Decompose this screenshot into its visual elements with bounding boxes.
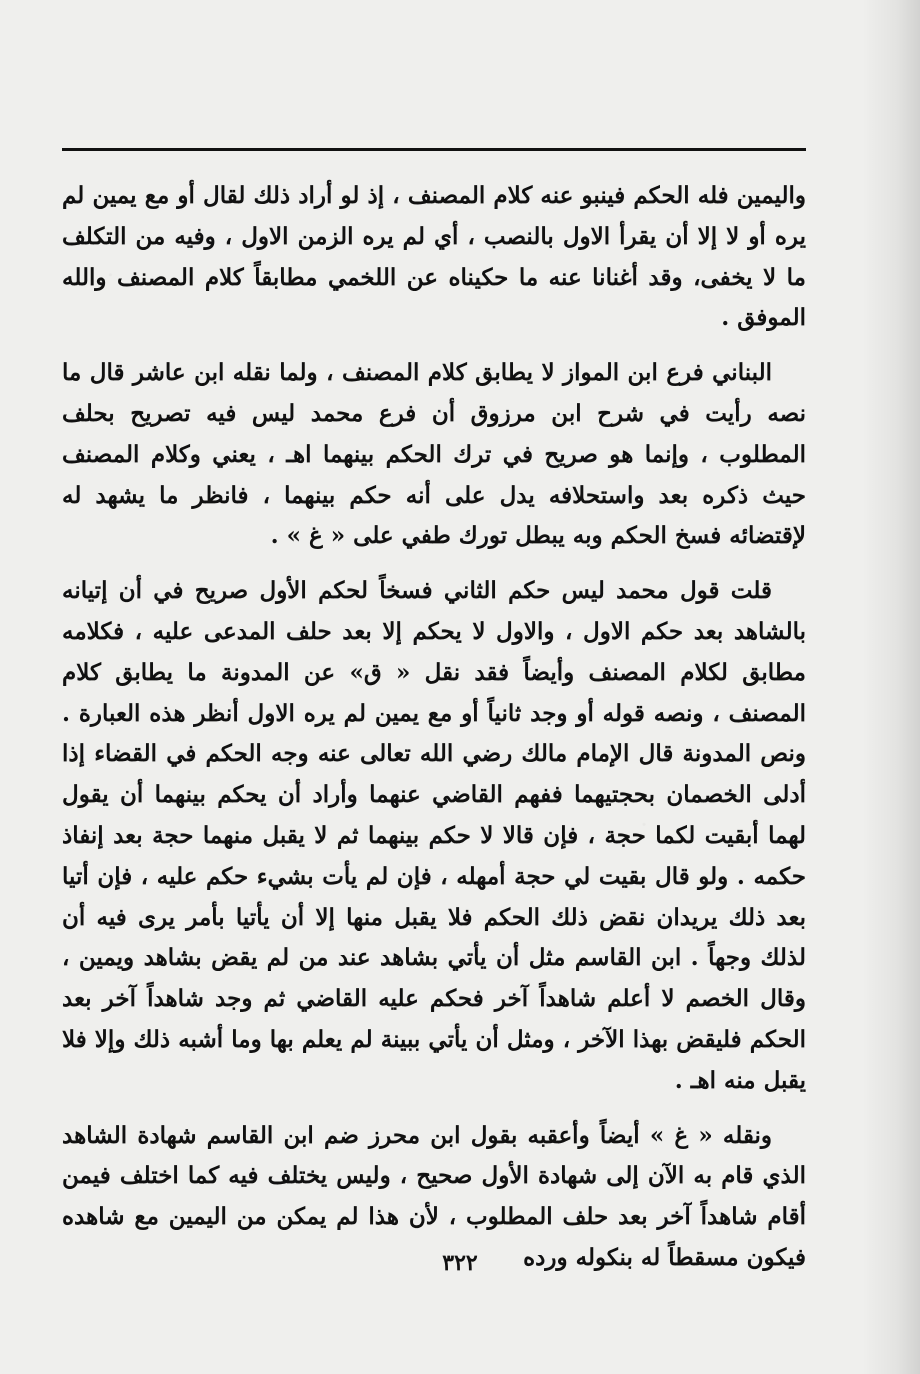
paragraph-4: ونقله « غ » أيضاً وأعقبه بقول ابن محرز ضم ابن القاسم شهادة الشاهد الذي قام به الآن إلى شهادة الأول صحيح ، وليس يختلف فيه كما اختلف فيمن أقام شاهداً آخر بعد حلف المطلوب ، لأن هذا لم يمكن من اليمين مع شاهده فيكون مسقطاً له بنكوله ورده bbox=[62, 1121, 806, 1271]
paragraph-gap bbox=[62, 339, 806, 353]
paragraph-3: قلت قول محمد ليس حكم الثاني فسخاً لحكم الأول صريح في أن إتيانه بالشاهد بعد حكم الاول ، والاول لا يحكم إلا بعد حلف المدعى عليه ، فكلامه مطابق لكلام المصنف وأيضاً فقد نقل « ق» عن المدونة ما يطابق كلام المصنف ، ونصه قوله أو وجد ثانياً أو مع يمين لم يره الاول أنظر هذه العبارة . ونص المدونة قال الإمام مالك رضي الله تعالى عنه وجه الحكم في القضاء إذا أدلى الخصمان بحجتيهما ففهم القاضي عنهما وأراد أن يحكم بينهما أن يقول لهما أبقيت لكما حجة ، فإن قالا لا حكم بينهما ثم لا يقبل منهما حجة بعد إنفاذ حكمه . ولو قال بقيت لي حجة أمهله ، فإن لم يأت بشيء حكم عليه ، فإن أتيا بعد ذلك يريدان نقض ذلك الحكم فلا يقبل منها إلا أن يأتيا بأمر يرى فيه أن لذلك وجهاً . ابن القاسم مثل أن يأتي بشاهد عند من لم يقض بشاهد ويمين ، وقال الخصم لا أعلم شاهداً آخر فحكم عليه القاضي ثم وجد شاهداً آخر بعد الحكم فليقض بهذا الآخر ، ومثل أن يأتي ببينة لم يعلم بها وما أشبه ذلك وإلا فلا يقبل منه اهـ . bbox=[62, 577, 806, 1094]
page-edge-shadow bbox=[862, 0, 920, 1374]
body-text bbox=[62, 176, 806, 1279]
page-number: ٣٢٢ bbox=[442, 1250, 478, 1276]
paragraph-2: البناني فرع ابن المواز لا يطابق كلام المصنف ، ولما نقله ابن عاشر قال ما نصه رأيت في شرح ابن مرزوق أن فرع محمد ليس فيه تصريح بحلف المطلوب ، وإنما هو صريح في ترك الحكم بينهما اهـ ، يعني وكلام المصنف حيث ذكره بعد واستحلافه يدل على أنه حكم بينهما ، فانظر ما يشهد له لإقتضائه فسخ الحكم وبه يبطل تورك طفي على « غ » . bbox=[62, 359, 806, 550]
header-rule bbox=[62, 148, 806, 151]
paragraph-gap bbox=[62, 557, 806, 571]
paragraph-1: واليمين فله الحكم فينبو عنه كلام المصنف ، إذ لو أراد ذلك لقال أو مع يمين لم يره أو لا إلا أن يقرأ الاول بالنصب ، أي لم يره الزمن الاول ، وفيه من التكلف ما لا يخفى، وقد أغنانا عنه ما حكيناه عن اللخمي مطابقاً كلام المصنف والله الموفق . bbox=[62, 182, 806, 332]
paragraph-gap bbox=[62, 1102, 806, 1116]
